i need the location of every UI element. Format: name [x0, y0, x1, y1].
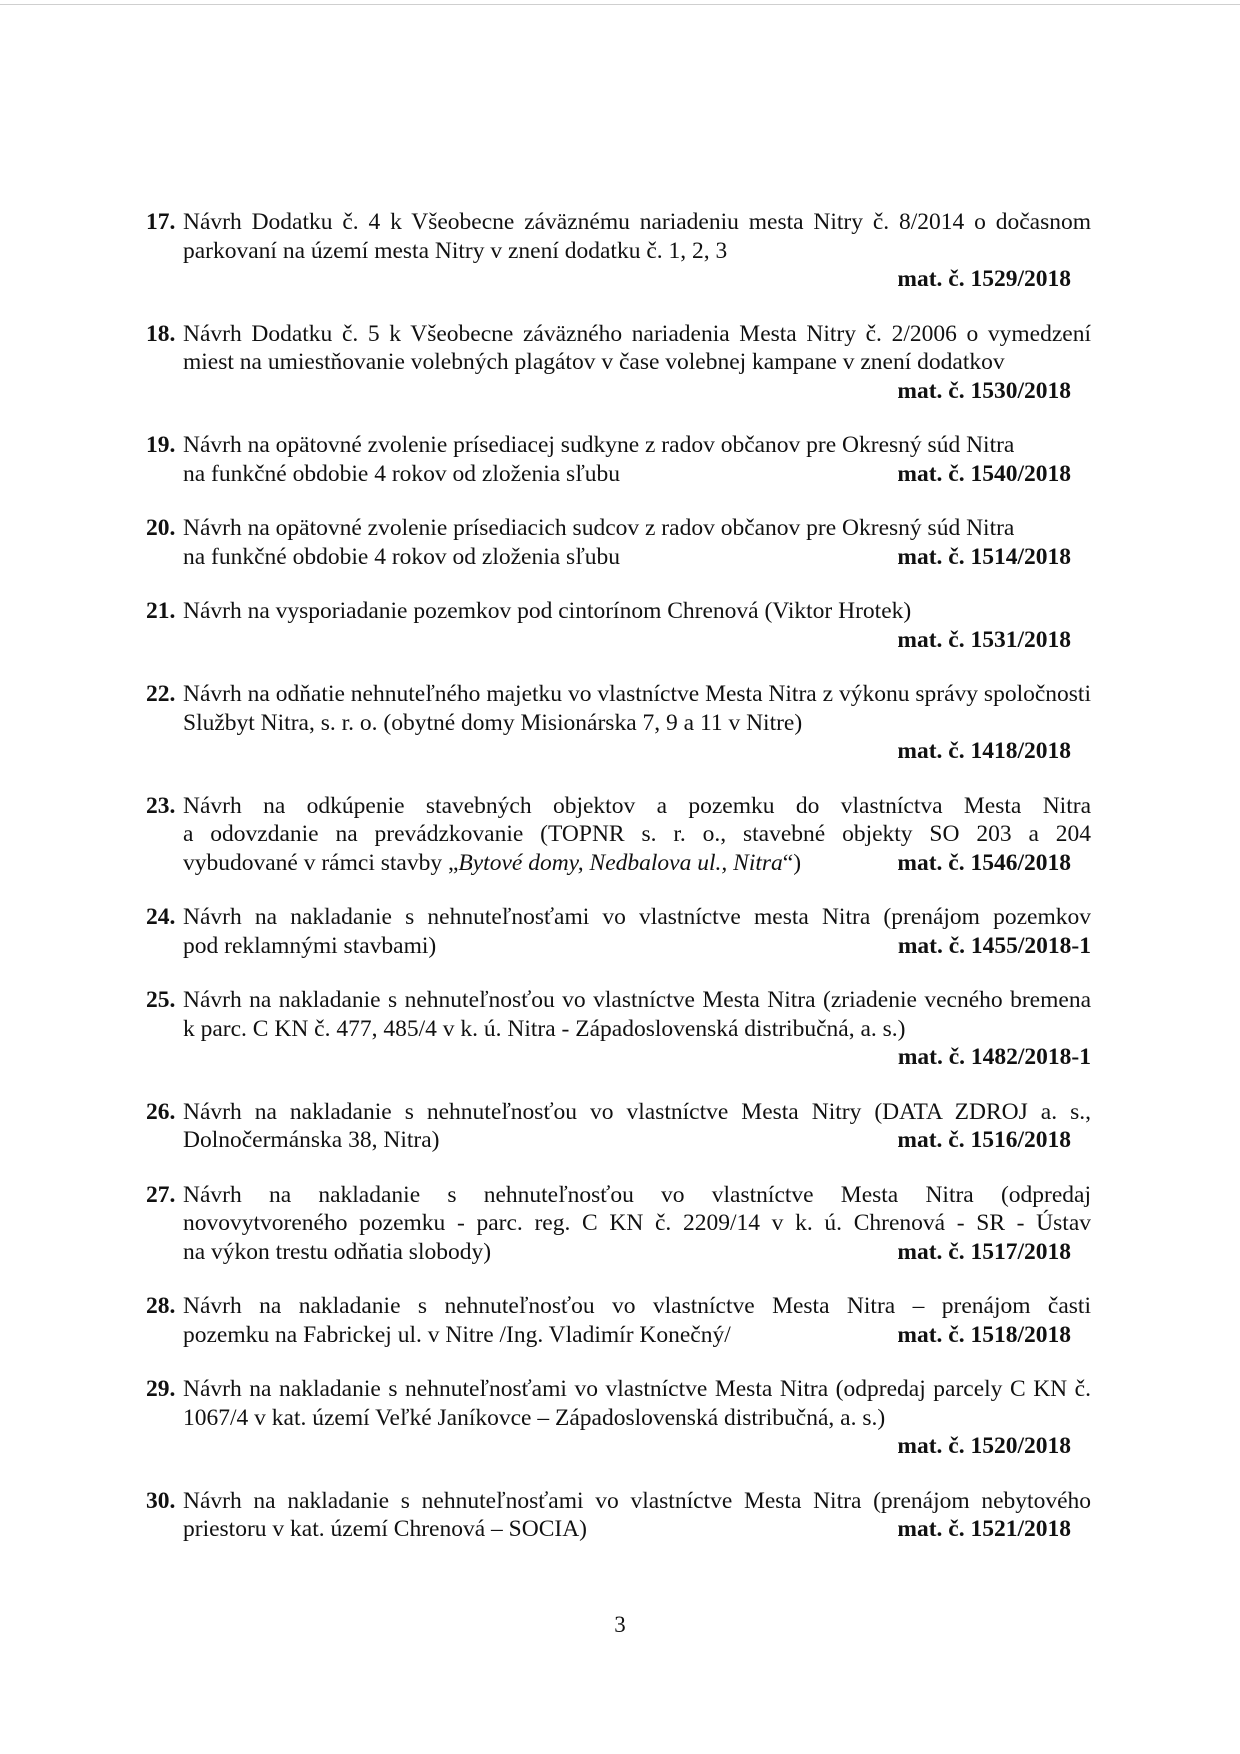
item-text-line-1: Návrh na nakladanie s nehnuteľnosťou vo vlastníctve Mesta Nitra (odpredaj [183, 1181, 1091, 1208]
item-text-line-2: novovytvoreného pozemku - parc. reg. C KN č. 2209/14 v k. ú. Chrenová - SR - Ústav [183, 1210, 1091, 1236]
item-text-line-1: Návrh na nakladanie s nehnuteľnosťami vo vlastníctve Mesta Nitra (prenájom nebytového [183, 1487, 1091, 1514]
item-number: 17. [146, 209, 176, 235]
material-number: mat. č. 1520/2018 [897, 1433, 1071, 1459]
material-number: mat. č. 1418/2018 [897, 738, 1071, 764]
item-number: 24. [146, 904, 176, 930]
material-number: mat. č. 1530/2018 [897, 377, 1071, 404]
item-text-line-2: priestoru v kat. území Chrenová – SOCIA) [183, 1516, 587, 1542]
agenda-list [146, 208, 1091, 1544]
item-text: Návrh na vysporiadanie pozemkov pod cintorínom Chrenová (Viktor Hrotek) [183, 598, 912, 624]
item-number: 23. [146, 792, 176, 819]
item-number: 26. [146, 1098, 176, 1125]
item-text-line-1: Návrh na odkúpenie stavebných objektov a pozemku do vlastníctva Mesta Nitra [183, 792, 1091, 819]
material-number: mat. č. 1514/2018 [897, 543, 1071, 570]
item-text-line-1: Návrh na nakladanie s nehnuteľnosťami vo vlastníctve mesta Nitra (prenájom pozemkov [183, 904, 1091, 930]
material-number: mat. č. 1531/2018 [897, 626, 1071, 653]
item-text-line-1: Návrh na opätovné zvolenie prísediacej sudkyne z radov občanov pre Okresný súd Nitra [183, 432, 1015, 458]
item-number: 20. [146, 515, 176, 541]
agenda-item-30 [146, 1487, 1091, 1544]
item-text: Návrh na nakladanie s nehnuteľnosťami vo vlastníctve Mesta Nitra (odpredaj parcely C KN č. 1067/4 v kat. území Veľké Janíkovce – Západoslovenská distribučná, a. s.) [183, 1376, 1091, 1431]
agenda-item-24 [146, 903, 1091, 960]
item-text-line-3: vybudované v rámci stavby „Bytové domy, Nedbalova ul., Nitra“) [183, 849, 802, 876]
agenda-item-28 [146, 1292, 1091, 1349]
agenda-item-17 [146, 208, 1091, 294]
material-number: mat. č. 1518/2018 [897, 1321, 1071, 1348]
item-text: Návrh Dodatku č. 5 k Všeobecne záväzného nariadenia Mesta Nitry č. 2/2006 o vymedzení miest na umiestňovanie volebných plagátov v čase volebnej kampane v znení dodatkov [183, 320, 1091, 375]
agenda-item-20 [146, 514, 1091, 571]
item-text: Návrh na odňatie nehnuteľného majetku vo vlastníctve Mesta Nitra z výkonu správy spoločnosti Službyt Nitra, s. r. o. (obytné domy Misionárska 7, 9 a 11 v Nitre) [183, 681, 1091, 736]
agenda-item-27 [146, 1181, 1091, 1267]
material-number: mat. č. 1516/2018 [897, 1127, 1071, 1153]
item-text: Návrh na nakladanie s nehnuteľnosťou vo vlastníctve Mesta Nitra (zriadenie vecného bremena k parc. C KN č. 477, 485/4 v k. ú. Nitra - Západoslovenská distribučná, a. s.) [183, 987, 1091, 1042]
item-text-line-2: na funkčné obdobie 4 rokov od zloženia sľubu [183, 460, 620, 487]
item-text-line-2: pod reklamnými stavbami) [183, 932, 437, 959]
item-text-line-2: na funkčné obdobie 4 rokov od zloženia sľubu [183, 543, 620, 570]
material-number: mat. č. 1517/2018 [897, 1238, 1071, 1265]
top-rule [0, 4, 1240, 5]
agenda-item-26 [146, 1098, 1091, 1155]
material-number: mat. č. 1521/2018 [897, 1516, 1071, 1542]
item-text-line-2: a odovzdanie na prevádzkovanie (TOPNR s. r. o., stavebné objekty SO 203 a 204 [183, 821, 1091, 847]
material-number: mat. č. 1546/2018 [897, 849, 1071, 876]
item-number: 28. [146, 1293, 176, 1319]
page-number: 3 [614, 1612, 626, 1637]
item-text: Návrh Dodatku č. 4 k Všeobecne záväznému nariadeniu mesta Nitry č. 8/2014 o dočasnom parkovaní na území mesta Nitry v znení dodatku č. 1, 2, 3 [183, 209, 1091, 264]
item-text-line-1: Návrh na nakladanie s nehnuteľnosťou vo vlastníctve Mesta Nitra – prenájom časti [183, 1293, 1091, 1319]
material-number: mat. č. 1455/2018-1 [897, 932, 1091, 959]
item-number: 25. [146, 987, 176, 1013]
item-text-line-2: pozemku na Fabrickej ul. v Nitre /Ing. Vladimír Konečný/ [183, 1321, 731, 1348]
item-text-line-3: na výkon trestu odňatia slobody) [183, 1238, 492, 1265]
item-text-line-2: Dolnočermánska 38, Nitra) [183, 1127, 440, 1153]
agenda-item-22 [146, 680, 1091, 766]
item-text-line-1: Návrh na opätovné zvolenie prísediacich sudcov z radov občanov pre Okresný súd Nitra [183, 515, 1015, 541]
material-number: mat. č. 1482/2018-1 [897, 1044, 1091, 1070]
item-number: 18. [146, 320, 176, 347]
item-text-line-1: Návrh na nakladanie s nehnuteľnosťou vo vlastníctve Mesta Nitry (DATA ZDROJ a. s., [183, 1098, 1091, 1125]
agenda-item-21 [146, 597, 1091, 654]
agenda-item-18 [146, 320, 1091, 406]
item-number: 30. [146, 1487, 176, 1514]
project-title: Bytové domy, Nedbalova ul., Nitra [458, 849, 783, 876]
item-number: 29. [146, 1376, 176, 1402]
item-number: 19. [146, 432, 176, 458]
item-number: 22. [146, 681, 176, 707]
agenda-item-25 [146, 986, 1091, 1072]
item-number: 27. [146, 1181, 176, 1208]
agenda-item-19 [146, 431, 1091, 488]
agenda-item-29 [146, 1375, 1091, 1461]
agenda-item-23 [146, 792, 1091, 878]
item-number: 21. [146, 598, 176, 624]
material-number: mat. č. 1529/2018 [897, 266, 1071, 292]
material-number: mat. č. 1540/2018 [897, 460, 1071, 487]
